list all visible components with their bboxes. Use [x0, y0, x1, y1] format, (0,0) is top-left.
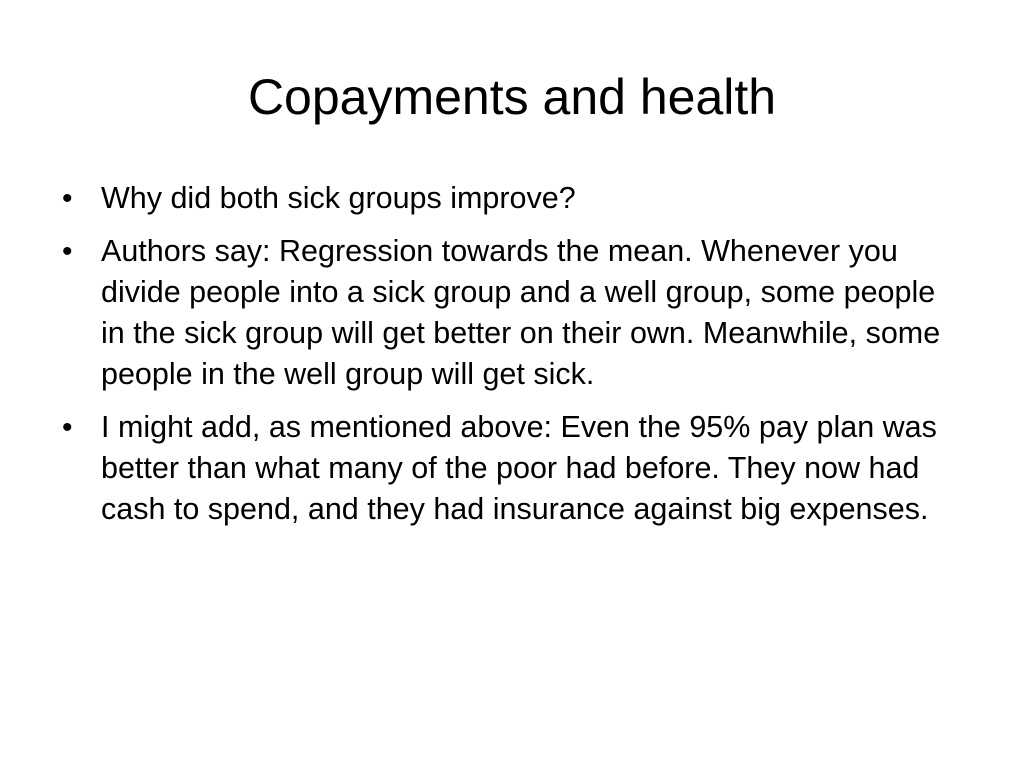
bullet-text: Why did both sick groups improve? [101, 181, 576, 215]
bullet-item [56, 407, 956, 530]
slide-title: Copayments and health [247, 69, 777, 125]
bullet-icon: • [62, 411, 73, 444]
bullet-item [56, 231, 956, 395]
bullet-list [56, 178, 956, 542]
bullet-icon: • [62, 235, 73, 268]
bullet-icon: • [62, 182, 73, 215]
bullet-text: Authors say: Regression towards the mean. Whenever you divide people into a sick group and a well group, some people in the sick group will get better on their own. Meanwhile, some people in the well group will get sick. [101, 234, 941, 391]
bullet-text: I might add, as mentioned above: Even the 95% pay plan was better than what many of the poor had before. They now had cash to spend, and they had insurance against big expenses. [101, 410, 937, 526]
bullet-item [56, 178, 956, 219]
